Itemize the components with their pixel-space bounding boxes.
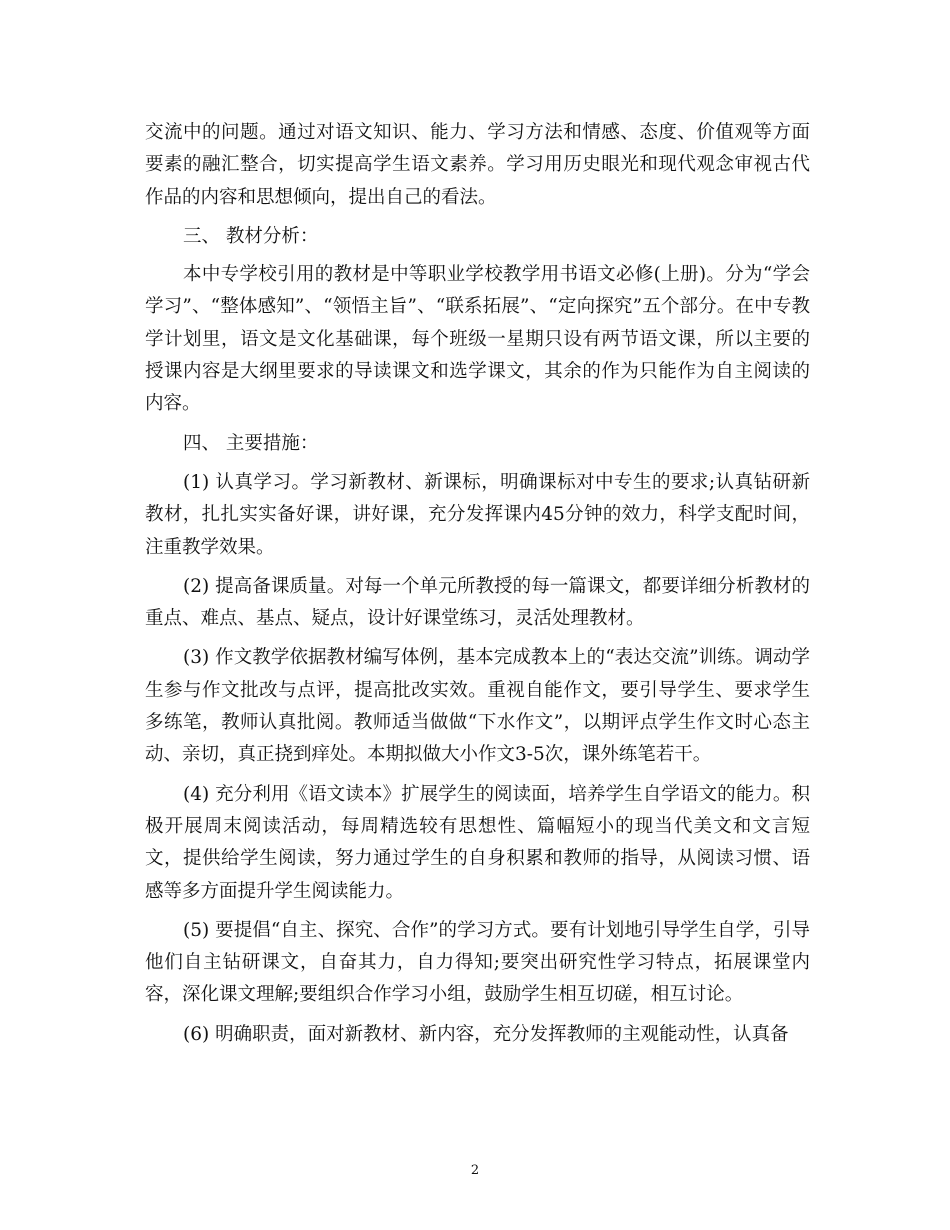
- paragraph-measure-5: (5) 要提倡“自主、探究、合作”的学习方式。要有计划地引导学生自学，引导他们自主钻研课文，自奋其力，自力得知;要突出研究性学习特点，拓展课堂内容，深化课文理解;要组织合作学习小组，鼓励学生相互切磋，相互讨论。: [145, 919, 810, 1006]
- page-number: 2: [470, 1163, 480, 1178]
- section-heading-textbook-analysis: 三、 教材分析：: [183, 225, 319, 247]
- paragraph-intro-continuation: 交流中的问题。通过对语文知识、能力、学习方法和情感、态度、价值观等方面要素的融汇整合，切实提高学生语文素养。学习用历史眼光和现代观念审视古代作品的内容和思想倾向，提出自己的看法。: [145, 122, 810, 208]
- paragraph-measure-2: (2) 提高备课质量。对每一个单元所教授的每一篇课文，都要详细分析教材的重点、难点、基点、疑点，设计好课堂练习，灵活处理教材。: [145, 575, 810, 630]
- paragraph-measure-4: (4) 充分利用《语文读本》扩展学生的阅读面，培养学生自学语文的能力。积极开展周末阅读活动，每周精选较有思想性、篇幅短小的现当代美文和文言短文，提供给学生阅读，努力通过学生的自身积累和教师的指导，从阅读习惯、语感等多方面提升学生阅读能力。: [145, 783, 810, 902]
- paragraph-measure-3: (3) 作文教学依据教材编写体例，基本完成教本上的“表达交流”训练。调动学生参与作文批改与点评，提高批改实效。重视自能作文，要引导学生、要求学生多练笔，教师认真批阅。教师适当做做“下水作文”，以期评点学生作文时心态主动、亲切，真正挠到痒处。本期拟做大小作文3-5次，课外练笔若干。: [145, 647, 810, 766]
- paragraph-measure-6: (6) 明确职责，面对新教材、新内容，充分发挥教师的主观能动性，认真备: [183, 1023, 789, 1045]
- document-body: [145, 117, 810, 1051]
- paragraph-measure-1: (1) 认真学习。学习新教材、新课标，明确课标对中专生的要求;认真钻研新教材，扎扎实实备好课，讲好课，充分发挥课内45分钟的效力，科学支配时间，注重教学效果。: [145, 471, 810, 558]
- section-heading-main-measures: 四、 主要措施：: [183, 432, 319, 454]
- paragraph-textbook-analysis: 本中专学校引用的教材是中等职业学校教学用书语文必修(上册)。分为“学会学习”、“整体感知”、“领悟主旨”、“联系拓展”、“定向探究”五个部分。在中专教学计划里，语文是文化基础课，每个班级一星期只设有两节语文课，所以主要的授课内容是大纲里要求的导读课文和选学课文，其余的作为只能作为自主阅读的内容。: [145, 264, 810, 415]
